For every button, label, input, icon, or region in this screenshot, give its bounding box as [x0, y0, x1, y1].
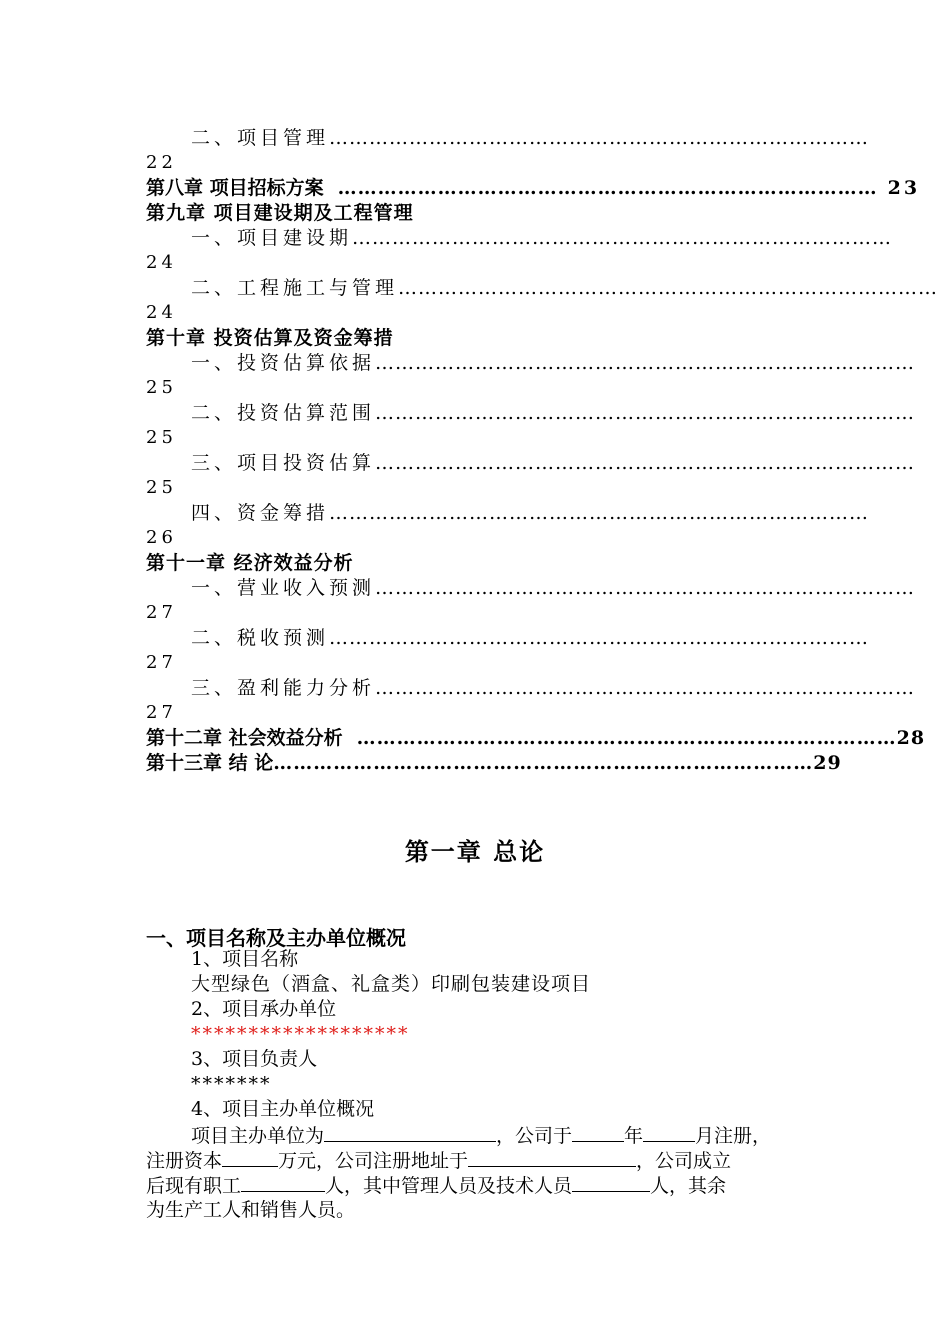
paragraph-line	[146, 1173, 726, 1198]
section-heading: 一、项目名称及主办单位概况	[146, 926, 406, 950]
item-label: 4、项目主办单位概况	[191, 1098, 375, 1120]
toc-entry[interactable]	[191, 626, 870, 650]
toc-chapter-label: 第十三章 结 论	[146, 752, 274, 774]
toc-entry[interactable]	[191, 276, 939, 300]
toc-page-number: 26	[146, 527, 177, 548]
toc-entry-label: 一、项目建设期	[191, 227, 353, 249]
text: 年	[624, 1125, 644, 1147]
text: 项目主办单位为	[191, 1125, 325, 1147]
toc-leader-dots: ………………………………………………………………………	[273, 752, 814, 774]
toc-leader-dots: ………………………………………………………………………	[398, 277, 939, 299]
text: 万元，公司注册地址于	[278, 1150, 469, 1172]
toc-entry-label: 二、工程施工与管理	[191, 277, 399, 299]
toc-leader-dots: ………………………………………………………………………	[375, 352, 916, 374]
toc-chapter-label: 第十二章 社会效益分析	[146, 727, 343, 749]
toc-leader-dots: ………………………………………………………………………	[375, 577, 916, 599]
toc-chapter-heading[interactable]: 第十章 投资估算及资金筹措	[146, 327, 394, 349]
toc-chapter-entry[interactable]	[146, 176, 921, 200]
item-value-redacted: *******************	[191, 1023, 410, 1045]
toc-entry-label: 二、项目管理	[191, 127, 330, 149]
item-value-redacted: *******	[191, 1073, 272, 1095]
toc-page-number: 27	[146, 652, 177, 673]
text: 后现有职工	[146, 1175, 242, 1197]
fill-in-blank[interactable]	[324, 1123, 496, 1142]
fill-in-blank[interactable]	[468, 1148, 636, 1167]
toc-page-number: 22	[146, 152, 177, 173]
fill-in-blank[interactable]	[643, 1123, 695, 1142]
toc-page-number: 24	[146, 252, 177, 273]
toc-entry[interactable]	[191, 676, 916, 700]
text: ，公司成立	[636, 1150, 732, 1172]
toc-page-number: 25	[146, 477, 177, 498]
toc-leader-dots: ………………………………………………………………………	[329, 127, 870, 149]
toc-entry-label: 一、营业收入预测	[191, 577, 376, 599]
text: 注册资本	[146, 1150, 223, 1172]
text: ，公司于	[496, 1125, 573, 1147]
toc-page-number: 29	[813, 752, 842, 774]
fill-in-blank[interactable]	[222, 1148, 278, 1167]
toc-entry[interactable]	[191, 451, 916, 475]
toc-leader-dots: ………………………………………………………………………	[329, 502, 870, 524]
toc-entry-label: 四、资金筹措	[191, 502, 330, 524]
chapter-title: 第一章 总论	[404, 837, 546, 866]
paragraph-line	[191, 1123, 771, 1148]
toc-page-number: 23	[887, 177, 921, 199]
item-label: 2、项目承办单位	[191, 998, 337, 1020]
toc-entry[interactable]	[191, 576, 916, 600]
toc-leader-dots: ………………………………………………………………………	[375, 677, 916, 699]
toc-entry[interactable]	[191, 401, 916, 425]
item-label: 3、项目负责人	[191, 1048, 318, 1070]
paragraph-line: 为生产工人和销售人员。	[146, 1199, 356, 1221]
paragraph-line	[146, 1148, 731, 1173]
toc-entry[interactable]	[191, 501, 870, 525]
item-value: 大型绿色（酒盒、礼盒类）印刷包装建设项目	[191, 973, 592, 995]
fill-in-blank[interactable]	[572, 1173, 650, 1192]
toc-page-number: 25	[146, 377, 177, 398]
toc-entry-label: 二、税收预测	[191, 627, 330, 649]
toc-entry[interactable]	[191, 226, 893, 250]
toc-chapter-heading[interactable]: 第十一章 经济效益分析	[146, 552, 354, 574]
toc-leader-dots: ………………………………………………………………………	[337, 177, 878, 199]
toc-entry-label: 二、投资估算范围	[191, 402, 376, 424]
fill-in-blank[interactable]	[241, 1173, 325, 1192]
toc-chapter-label: 第八章 项目招标方案	[146, 177, 324, 199]
toc-chapter-heading[interactable]: 第九章 项目建设期及工程管理	[146, 202, 414, 224]
toc-leader-dots: ………………………………………………………………………	[375, 452, 916, 474]
text: 人，其余	[650, 1175, 727, 1197]
toc-leader-dots: ………………………………………………………………………	[329, 627, 870, 649]
toc-leader-dots: ………………………………………………………………………	[352, 227, 893, 249]
fill-in-blank[interactable]	[572, 1123, 624, 1142]
toc-page-number: 25	[146, 427, 177, 448]
toc-page-number: 28	[896, 727, 926, 749]
toc-chapter-entry[interactable]	[146, 726, 926, 750]
toc-entry-label: 三、盈利能力分析	[191, 677, 376, 699]
toc-entry-label: 一、投资估算依据	[191, 352, 376, 374]
toc-chapter-entry[interactable]	[146, 751, 842, 775]
toc-page-number: 27	[146, 602, 177, 623]
text: 人，其中管理人员及技术人员	[325, 1175, 573, 1197]
toc-page-number: 27	[146, 702, 177, 723]
toc-leader-dots: ………………………………………………………………………	[356, 727, 897, 749]
toc-page-number: 24	[146, 302, 177, 323]
toc-entry[interactable]	[191, 126, 870, 150]
text: 月注册，	[695, 1125, 772, 1147]
toc-leader-dots: ………………………………………………………………………	[375, 402, 916, 424]
toc-entry-label: 三、项目投资估算	[191, 452, 376, 474]
item-label: 1、项目名称	[191, 948, 299, 970]
toc-entry[interactable]	[191, 351, 916, 375]
